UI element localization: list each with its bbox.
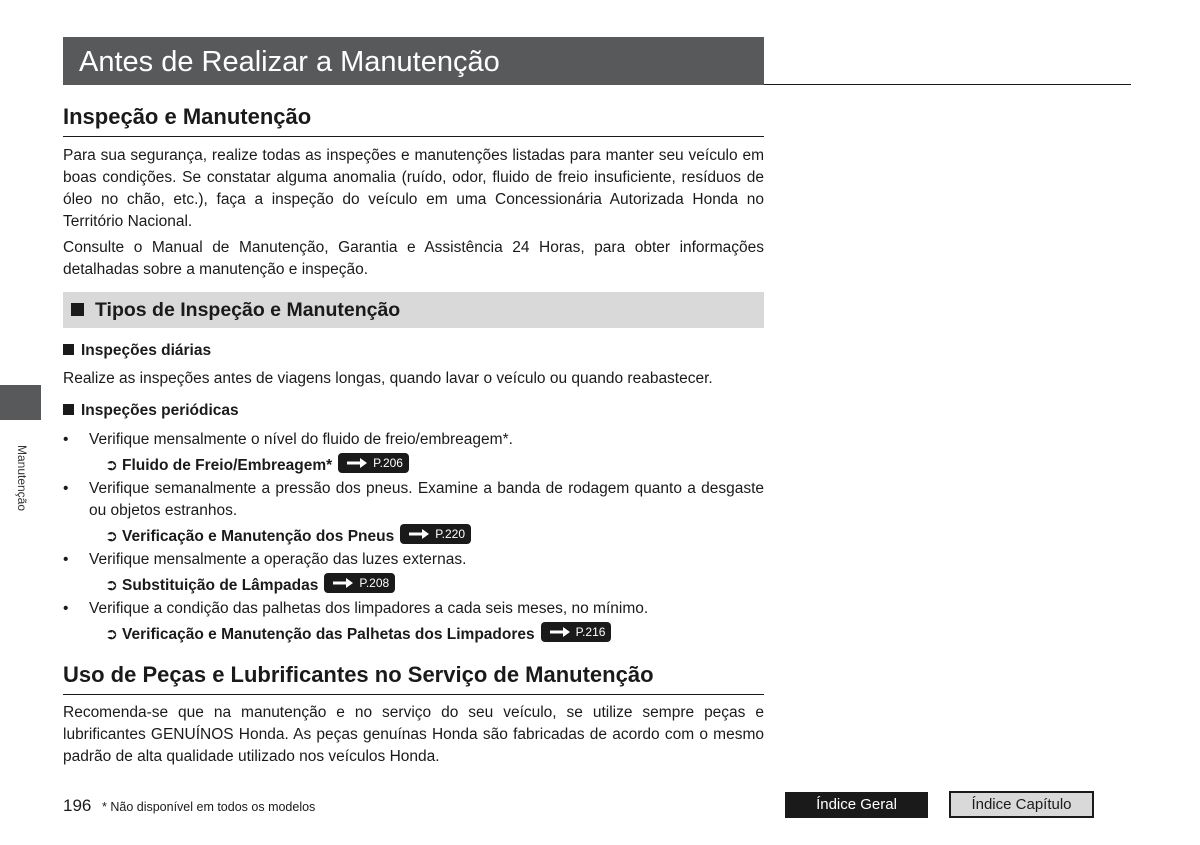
section-title-inspection: Inspeção e Manutenção	[63, 104, 764, 137]
list-item-text: Verifique a condição das palhetas dos limpadores a cada seis meses, no mínimo.	[89, 600, 649, 617]
page-reference-label[interactable]: P.216	[575, 625, 606, 639]
square-bullet-icon	[63, 404, 74, 415]
arrow-right-icon	[549, 626, 571, 638]
arrow-right-icon	[408, 528, 430, 540]
paragraph-manual: Consulte o Manual de Manutenção, Garantia e Assistência 24 Horas, para obter informações detalhadas sobre a manutenção e inspeção.	[63, 239, 764, 278]
list-item-text: Verifique mensalmente a operação das luzes externas.	[89, 551, 467, 568]
footnote: * Não disponível em todos os modelos	[102, 800, 316, 814]
bullet-dot-icon: •	[63, 600, 69, 617]
paragraph-safety: Para sua segurança, realize todas as inspeções e manutenções listadas para manter seu veículo em boas condições. Se constatar alguma anomalia (ruído, odor, fluido de freio insuficiente, resíduos de óleo no chão, etc.), faça a inspeção do veículo em uma Concessionária Autorizada Honda no Território Nacional.	[63, 147, 764, 230]
cross-reference-link[interactable]	[105, 453, 409, 477]
arrow-right-icon: ➲	[105, 577, 118, 594]
arrow-right-icon	[346, 457, 368, 469]
page-reference-button[interactable]	[541, 622, 612, 642]
square-bullet-icon	[63, 344, 74, 355]
page-reference-label[interactable]: P.208	[359, 576, 390, 590]
daily-heading	[63, 342, 211, 360]
list-item-text: Verifique semanalmente a pressão dos pneus. Examine a banda de rodagem quanto a desgaste ou objetos estranhos.	[89, 480, 764, 519]
page-reference-button[interactable]	[338, 453, 409, 473]
page-reference-label[interactable]: P.206	[373, 456, 403, 470]
index-general-button[interactable]: Índice Geral	[785, 792, 928, 818]
cross-reference-link[interactable]	[105, 622, 611, 646]
square-bullet-icon	[71, 303, 84, 316]
header-rule	[764, 84, 1131, 85]
list-item	[63, 549, 764, 571]
periodic-title: Inspeções periódicas	[81, 402, 239, 419]
cross-reference-link[interactable]	[105, 573, 395, 597]
reference-title[interactable]: Fluido de Freio/Embreagem*	[122, 457, 333, 474]
index-chapter-button[interactable]: Índice Capítulo	[949, 791, 1094, 818]
paragraph-parts: Recomenda-se que na manutenção e no serviço do seu veículo, se utilize sempre peças e lubrificantes GENUÍNOS Honda. As peças genuínas Honda são fabricadas de acordo com o mesmo padrão de alta qualidade utilizado nos veículos Honda.	[63, 704, 764, 765]
arrow-right-icon: ➲	[105, 528, 118, 545]
chapter-tab	[0, 385, 41, 420]
list-item	[63, 598, 764, 620]
arrow-right-icon	[332, 577, 354, 589]
daily-title: Inspeções diárias	[81, 342, 212, 359]
daily-text: Realize as inspeções antes de viagens longas, quando lavar o veículo ou quando reabastecer.	[63, 370, 713, 387]
cross-reference-link[interactable]	[105, 524, 471, 548]
page-title: Antes de Realizar a Manutenção	[63, 37, 764, 85]
reference-title[interactable]: Verificação e Manutenção dos Pneus	[122, 528, 395, 545]
page-reference-button[interactable]	[400, 524, 471, 544]
bullet-dot-icon: •	[63, 480, 69, 497]
page-reference-button[interactable]	[324, 573, 395, 593]
arrow-right-icon: ➲	[105, 457, 118, 474]
subsection-header	[63, 292, 764, 328]
bullet-dot-icon: •	[63, 431, 69, 448]
periodic-heading	[63, 402, 239, 420]
list-item-text: Verifique mensalmente o nível do fluido de freio/embreagem*.	[89, 431, 513, 448]
page-number: 196	[63, 796, 92, 815]
section-title-parts: Uso de Peças e Lubrificantes no Serviço de Manutenção	[63, 662, 764, 695]
reference-title[interactable]: Substituição de Lâmpadas	[122, 577, 319, 594]
list-item	[63, 478, 764, 522]
subsection-title: Tipos de Inspeção e Manutenção	[95, 299, 401, 321]
chapter-label: Manutenção	[15, 444, 29, 512]
reference-title[interactable]: Verificação e Manutenção das Palhetas dos Limpadores	[122, 626, 535, 643]
bullet-dot-icon: •	[63, 551, 69, 568]
list-item	[63, 429, 764, 451]
page-reference-label[interactable]: P.220	[435, 527, 466, 541]
arrow-right-icon: ➲	[105, 626, 118, 643]
